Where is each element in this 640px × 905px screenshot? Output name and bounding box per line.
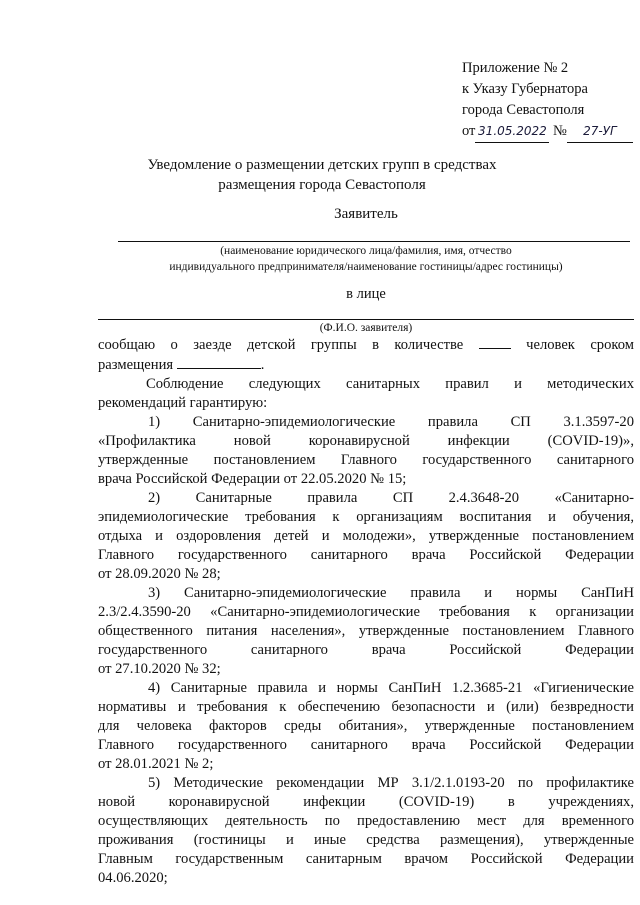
item-2-line-3: отдыха и оздоровления детей и молодежи», утвержденные постановлением [98,528,634,544]
applicant-label: Заявитель [334,206,398,222]
item-4-line-1: 4) Санитарные правила и нормы СанПиН 1.2.3685-21 «Гигиенические [148,680,634,696]
appendix-number: Приложение № 2 [462,60,569,76]
appendix-city: города Севастополя [462,102,585,118]
children-count-blank [479,335,511,349]
item-5-line-4: проживания (гостиницы и иные средства размещения), утвержденные [98,832,634,848]
item-2-line-2: эпидемиологические требования к организациям воспитания и обучения, [98,509,634,525]
item-5-line-2: новой коронавирусной инфекции (COVID-19) в учреждениях, [98,794,634,810]
item-3-line-5: от 27.10.2020 № 32; [98,661,221,677]
appendix-header [462,58,633,143]
stay-period-blank [177,355,261,369]
number-label: № [553,123,567,139]
from-label: от [462,123,476,139]
item-3-line-3: общественного питания населения», утвержденные постановлением Главного [98,623,634,639]
applicant-hint-1: (наименование юридического лица/фамилия, имя, отчество [220,245,512,257]
applicant-hint-2: индивидуального предпринимателя/наименование гостиницы/адрес гостиницы) [169,261,563,273]
intro-line-2: размещения . [98,357,265,373]
item-5-line-5: Главным государственным санитарным врачом Российской Федерации [98,851,634,867]
decree-number: 27-УГ [567,121,633,143]
document-body [98,335,634,888]
item-4-line-4: Главного государственного санитарного врача Российской Федерации [98,737,634,753]
item-5-line-1: 5) Методические рекомендации МР 3.1/2.1.0193-20 по профилактике [148,775,634,791]
applicant-field-line [118,241,630,242]
item-2-line-1: 2) Санитарные правила СП 2.4.3648-20 «Санитарно- [148,490,634,506]
item-3-line-4: государственного санитарного врача Российской Федерации [98,642,634,658]
compliance-line-1: Соблюдение следующих санитарных правил и методических [146,376,634,392]
item-2-line-5: от 28.09.2020 № 28; [98,566,221,582]
item-1-line-4: врача Российской Федерации от 22.05.2020 № 15; [98,471,407,487]
item-5-line-3: осуществляющих деятельность по предоставлению мест для временного [98,813,634,829]
document-title: Уведомление о размещении детских групп в средствах размещения города Севастополя [147,157,497,193]
item-3-line-2: 2.3/2.4.3590-20 «Санитарно-эпидемиологические требования к организации [98,604,634,620]
item-4-line-2: нормативы и требования к обеспечению безопасности и (или) безвредности [98,699,634,715]
item-1-line-3: утвержденные постановлением Главного государственного санитарного [98,452,634,468]
item-2-line-4: Главного государственного санитарного врача Российской Федерации [98,547,634,563]
item-4-line-5: от 28.01.2021 № 2; [98,756,214,772]
appendix-date-line [462,121,633,143]
item-5-line-6: 04.06.2020; [98,870,168,886]
fio-hint: (Ф.И.О. заявителя) [319,322,413,334]
appendix-decree-ref: к Указу Губернатора [462,81,588,97]
item-1-line-2: «Профилактика новой коронавирусной инфекции (COVID-19)», [98,433,634,449]
item-1-line-1: 1) Санитарно-эпидемиологические правила СП 3.1.3597-20 [148,414,634,430]
intro-line-1: сообщаю о заезде детской группы в количестве человек сроком [98,337,634,353]
decree-date: 31.05.2022 [475,121,549,143]
item-3-line-1: 3) Санитарно-эпидемиологические правила и нормы СанПиН [148,585,634,601]
compliance-line-2: рекомендаций гарантирую: [98,395,268,411]
in-person-label: в лице [346,286,386,302]
item-4-line-3: для человека факторов среды обитания», утвержденные постановлением [98,718,634,734]
